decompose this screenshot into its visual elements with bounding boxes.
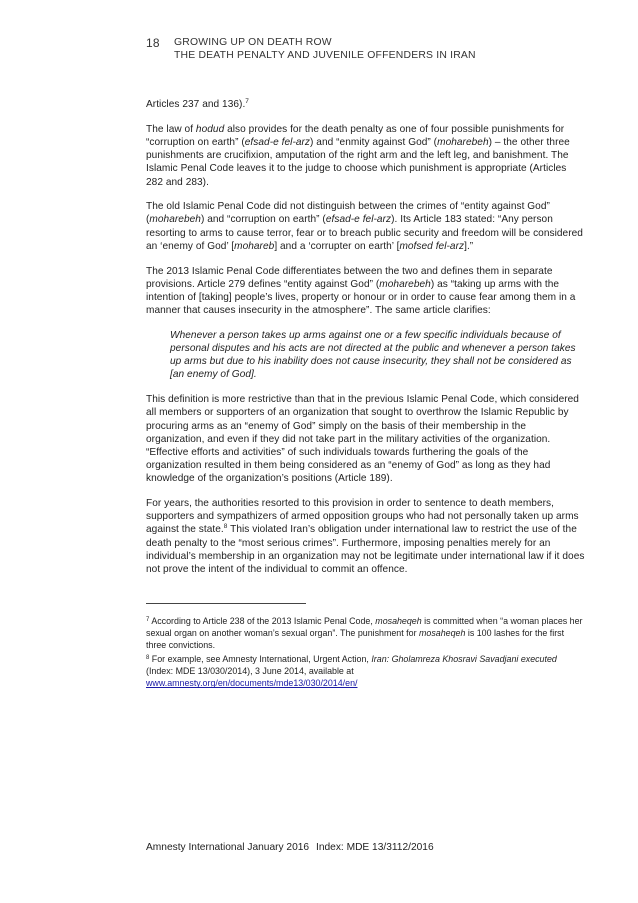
footnote-7: $^7$ According to Article 238 of the 2013 Islamic Penal Code, mosaheqeh is committed when “a woman places her sexual organ on another woman’s sexual organ”. The punishment for mosaheqeh is 100 lashes for the first three convictions. (146, 616, 583, 651)
running-title (174, 37, 614, 62)
footer-index: Index: MDE 13/3112/2016 (316, 842, 434, 853)
paragraph: Articles 237 and 136).$^7$ (146, 98, 249, 110)
page-number: 18 (146, 36, 160, 50)
paragraph: The 2013 Islamic Penal Code differentiates between the two and defines them in separate provisions. Article 279 defines “entity against God” (moharebeh) as “taking up arms with the intention of [taking] people’s lives, property or honour or in order to cause fear among them in a manner that causes insecurity in the atmosphere”. The same article clarifies: (146, 265, 576, 317)
page-footer (146, 842, 434, 853)
block-quote: Whenever a person takes up arms against one or a few specific individuals because of personal disputes and his acts are not directed at the public and whenever a person takes up arms but due to his inability does not cause insecurity, they shall not be considered as [an enemy of God]. (170, 329, 576, 381)
running-title-line1: GROWING UP ON DEATH ROW (174, 37, 332, 48)
footer-publisher: Amnesty International January 2016 (146, 842, 310, 853)
footnote-ref[interactable]: 8 (223, 523, 228, 531)
paragraph: For years, the authorities resorted to this provision in order to sentence to death members, supporters and sympathizers of armed opposition groups who had not personally taken up arms against the state.$^8$ This violated Iran’s obligation under international law to restrict the use of the death penalty to the “most serious crimes”. Furthermore, imposing penalties merely for an individual’s membership in an organization may not be legitimate under international law if it does not prove the intent of the individual to commit an offence. (146, 498, 585, 576)
main-text (146, 98, 586, 588)
footnote-link[interactable]: www.amnesty.org/en/documents/mde13/030/2014/en/ (146, 678, 358, 689)
footnote-ref[interactable]: 7 (245, 98, 249, 105)
paragraph: The old Islamic Penal Code did not distinguish between the crimes of “entity against God” (moharebeh) and “corruption on earth” (efsad-e fel-arz). Its Article 183 stated: “Any person resorting to arms to cause terror, fear or to breach public security and freedom will be considered an ‘enemy of God’ [mohareb] and a ‘corrupter on earth’ [mofsed fel-arz].” (146, 201, 583, 252)
footnote-divider (146, 603, 306, 604)
footnote-8: $^8$ For example, see Amnesty International, Urgent Action, Iran: Gholamreza Khosravi Savadjani executed (Index: MDE 13/030/2014), 3 June 2014, available at www.amnesty.org/en/documents/mde13/030/2014/en/ (146, 654, 557, 689)
paragraph: The law of hodud also provides for the death penalty as one of four possible punishments for “corruption on earth” (efsad-e fel-arz) and “enmity against God” (moharebeh) – the other three punishments are crucifixion, amputation of the right arm and the left leg, and banishment. The Islamic Penal Code leaves it to the judge to choose which punishment is appropriate (Articles 282 and 283). (146, 123, 570, 188)
paragraph: This definition is more restrictive than that in the previous Islamic Penal Code, which considered all members or supporters of an organization that sought to overthrow the Islamic Republic by procuring arms as an “enemy of God” simply on the basis of their membership in the organization, and even if they did not take part in the military activities of the organization. “Effective efforts and activities” of such individuals towards furthering the goals of the organization resulted in them being considered as an “enemy of God” as long as they had knowledge of the organization’s positions (Article 189). (146, 394, 579, 485)
running-title-line2: THE DEATH PENALTY AND JUVENILE OFFENDERS IN IRAN (174, 49, 476, 61)
footnotes (146, 615, 586, 692)
